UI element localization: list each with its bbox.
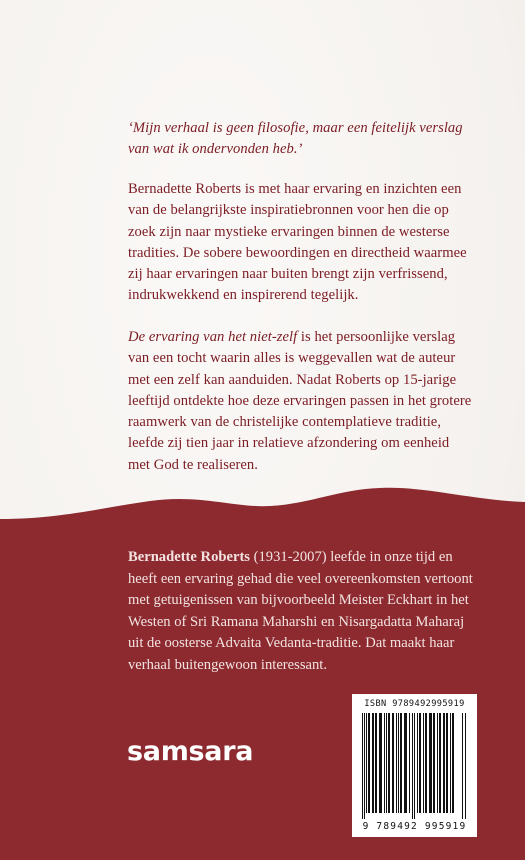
barcode-bars <box>362 713 467 819</box>
description-paragraph-2 <box>128 327 473 476</box>
book-title: De ervaring van het niet-zelf <box>128 329 298 345</box>
publisher-logo: samsara <box>127 736 254 767</box>
barcode <box>352 694 477 837</box>
barcode-digits: 9 789492 995919 <box>362 821 467 832</box>
author-bio <box>128 547 478 676</box>
paragraph-2-text: is het persoonlijke verslag van een tocht waarin alles is weggevallen wat de auteur met een zelf kan aanduiden. Nadat Roberts op 15-jarige leeftijd ontdekte hoe deze ervaringen passen in het grotere raamwerk van de christelijke contemplatieve traditie, leefde zij tien jaar in relatieve afzondering om eenheid met God te realiseren. <box>128 329 472 473</box>
pull-quote: ‘Mijn verhaal is geen filosofie, maar een feitelijk verslag van wat ik ondervonden heb.’ <box>128 120 463 158</box>
description-paragraph-1: Bernadette Roberts is met haar ervaring en inzichten een van de belangrijkste inspiratiebronnen voor hen die op zoek zijn naar mystieke ervaringen binnen de westerse tradities. De sobere bewoordingen en directheid waarmee zij haar ervaringen naar buiten brengt zijn verfrissend, indrukwekkend en inspirerend tegelijk. <box>128 181 467 304</box>
author-name: Bernadette Roberts <box>128 549 250 565</box>
author-bio-text: (1931-2007) leefde in onze tijd en heeft een ervaring gehad die veel overeenkomsten vertoont met getuigenissen van bijvoorbeeld Meister Eckhart in het Westen of Sri Ramana Maharshi en Nisargadatta Maharaj uit de oosterse Advaita Vedanta-traditie. Dat maakt haar verhaal buitengewoon interessant. <box>128 549 473 673</box>
isbn-label: ISBN 9789492995919 <box>364 699 465 709</box>
